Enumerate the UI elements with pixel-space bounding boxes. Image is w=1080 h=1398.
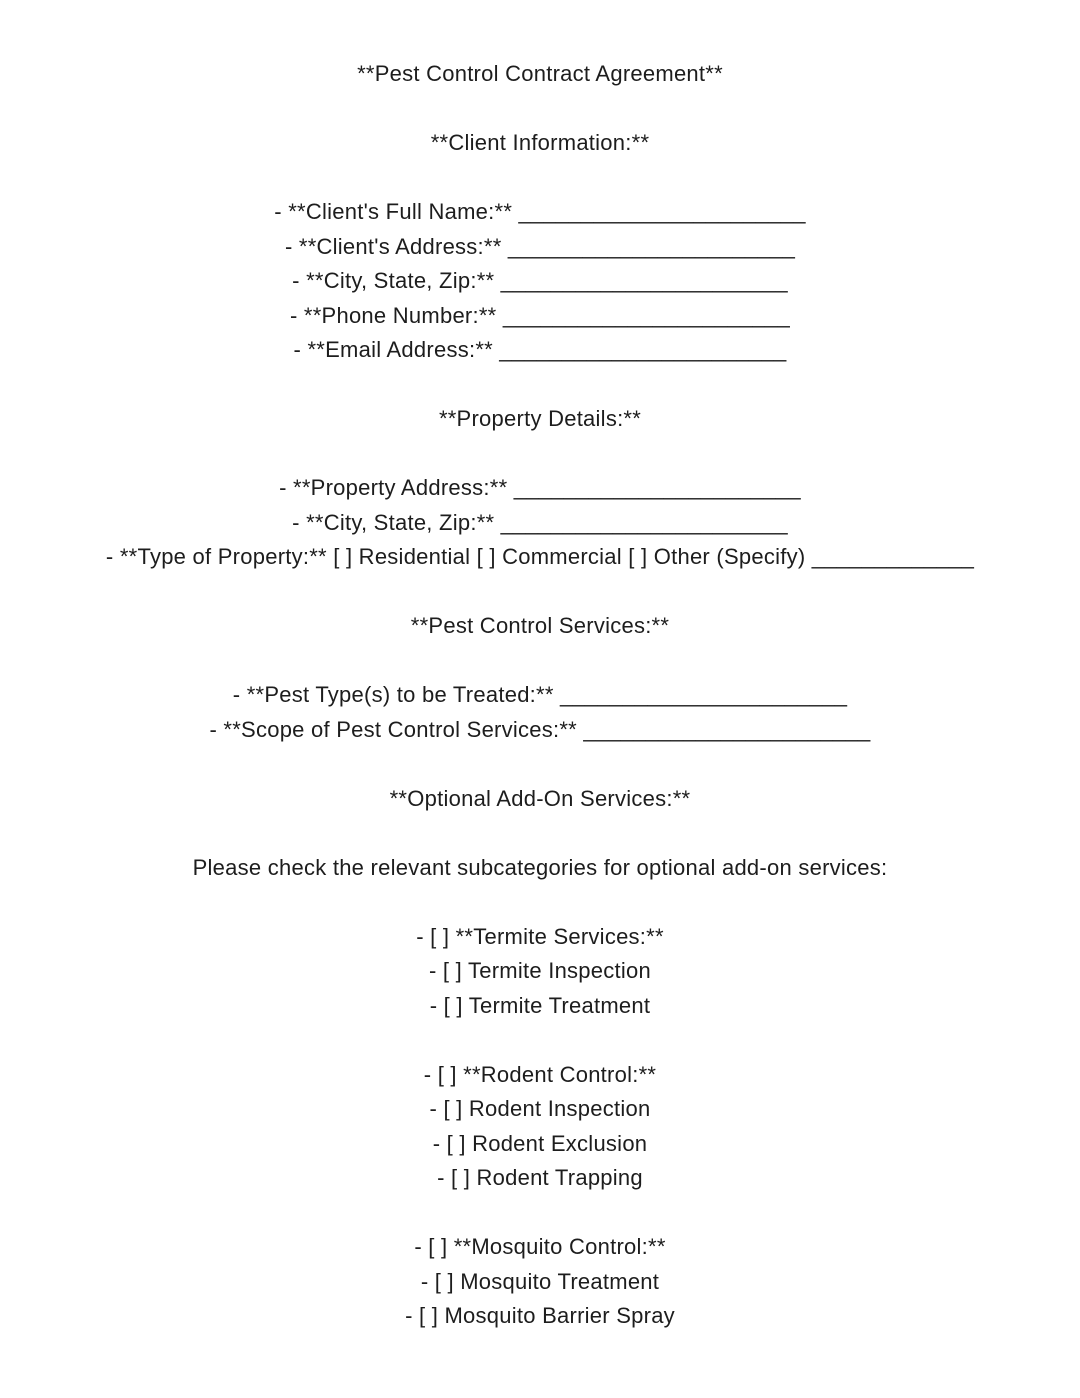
rodent-control-checkbox-item: - [ ] **Rodent Control:** bbox=[423, 1061, 657, 1087]
client-information-heading: **Client Information:** bbox=[430, 130, 650, 155]
spacer bbox=[0, 1023, 1080, 1058]
rodent-trapping-checkbox-item: - [ ] Rodent Trapping bbox=[437, 1165, 643, 1190]
document-lines bbox=[0, 57, 1080, 1334]
client-city-state-zip-field: - **City, State, Zip:** _______________________ bbox=[292, 268, 788, 293]
property-details-heading: **Property Details:** bbox=[438, 406, 642, 431]
spacer bbox=[0, 885, 1080, 920]
spacer bbox=[0, 368, 1080, 403]
client-address-field: - **Client's Address:** _______________________ bbox=[284, 233, 796, 259]
mosquito-control-checkbox-item: - [ ] **Mosquito Control:** bbox=[414, 1234, 666, 1259]
rodent-exclusion-checkbox-item: - [ ] Rodent Exclusion bbox=[432, 1130, 648, 1156]
optional-add-on-services-heading: **Optional Add-On Services:** bbox=[389, 785, 691, 811]
add-on-instructions-note: Please check the relevant subcategories for optional add-on services: bbox=[192, 854, 888, 880]
mosquito-barrier-spray-checkbox-item: - [ ] Mosquito Barrier Spray bbox=[405, 1303, 675, 1328]
document-title-heading: **Pest Control Contract Agreement** bbox=[357, 61, 723, 86]
rodent-inspection-checkbox-item: - [ ] Rodent Inspection bbox=[429, 1096, 651, 1121]
spacer bbox=[0, 575, 1080, 610]
spacer bbox=[0, 92, 1080, 127]
email-address-field: - **Email Address:** _______________________ bbox=[293, 337, 787, 362]
mosquito-treatment-checkbox-item: - [ ] Mosquito Treatment bbox=[420, 1268, 660, 1294]
termite-inspection-checkbox-item: - [ ] Termite Inspection bbox=[428, 958, 651, 983]
property-city-state-zip-field: - **City, State, Zip:** _______________________ bbox=[292, 509, 788, 535]
client-full-name-field: - **Client's Full Name:** _______________________ bbox=[274, 199, 806, 224]
spacer bbox=[0, 1196, 1080, 1231]
phone-number-field: - **Phone Number:** _______________________ bbox=[289, 302, 791, 328]
termite-services-checkbox-item: - [ ] **Termite Services:** bbox=[416, 923, 664, 949]
pest-control-services-heading: **Pest Control Services:** bbox=[410, 613, 670, 638]
spacer bbox=[0, 161, 1080, 196]
scope-of-pest-control-services-field: - **Scope of Pest Control Services:** _______________________ bbox=[209, 716, 871, 742]
type-of-property-field: - **Type of Property:** [ ] Residential [ ] Commercial [ ] Other (Specify) _____________ bbox=[105, 544, 975, 569]
pest-types-to-be-treated-field: - **Pest Type(s) to be Treated:** _______________________ bbox=[232, 682, 848, 707]
spacer bbox=[0, 816, 1080, 851]
termite-treatment-checkbox-item: - [ ] Termite Treatment bbox=[429, 992, 651, 1018]
spacer bbox=[0, 747, 1080, 782]
spacer bbox=[0, 644, 1080, 679]
property-address-field: - **Property Address:** _______________________ bbox=[279, 475, 801, 500]
spacer bbox=[0, 437, 1080, 472]
